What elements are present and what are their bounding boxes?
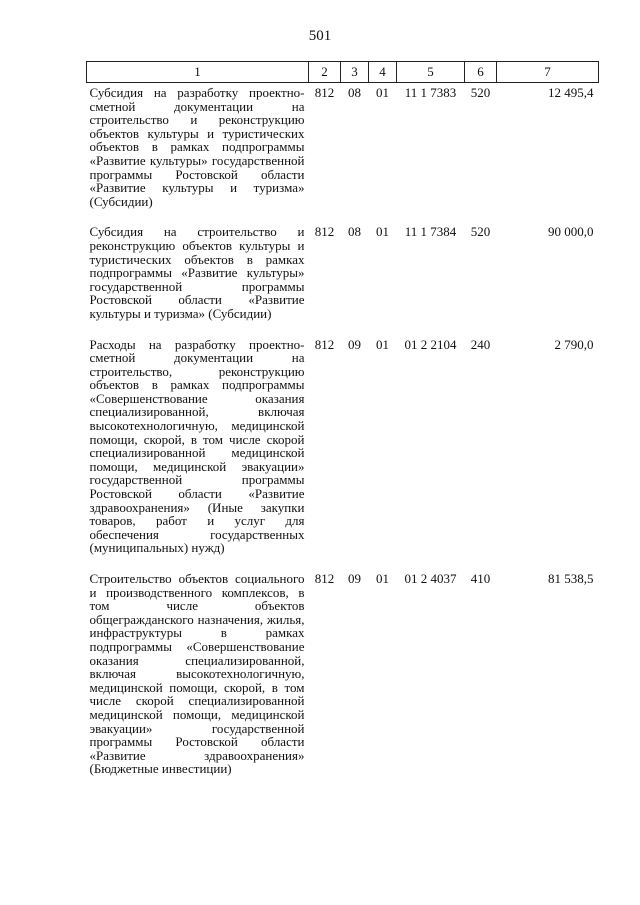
row-subsection-code: 01 [376,224,389,240]
row-expense-type-code: 240 [470,336,491,352]
table-row [87,83,599,223]
row-target-code: 01 2 4037 [404,571,457,586]
row-section-code: 09 [348,336,361,352]
row-subsection-code: 01 [376,336,389,352]
row-amount: 2 790,0 [554,336,594,352]
page-number: 501 [308,28,332,44]
row-description: Строительство объектов социального и производственного комплексов, в том числе объектов общегражданского назначения, жилья, инфраструктуры в рамках подпрограммы «Совершенствование оказания специализированной, включая высокотехнологичную, медицинской помощи, скорой, в том числе скорой специализированной медицинской помощи, медицинской эвакуации» государственной программы Ростовской области «Развитие здравоохранения» (Бюджетные инвестиции) [89,571,305,777]
row-ministry-code: 812 [314,571,335,586]
row-target-code: 01 2 2104 [404,336,457,352]
row-ministry-code: 812 [314,85,335,100]
row-ministry-code: 812 [314,224,335,240]
table-row [87,335,599,570]
row-target-code: 11 1 7383 [404,85,457,100]
column-header-section: 3 [341,62,369,83]
row-ministry-code: 812 [314,336,335,352]
row-expense-type-code: 520 [470,85,491,100]
column-header-description: 1 [87,62,309,83]
column-header-expense-type: 6 [465,62,497,83]
row-expense-type-code: 520 [470,224,491,240]
row-expense-type-code: 410 [470,571,491,586]
row-section-code: 08 [348,224,361,240]
column-header-amount: 7 [497,62,599,83]
row-description: Субсидия на разработку проектно-сметной документации на строительство и реконструкцию объектов культуры и туристических объектов в рамках подпрограммы «Развитие культуры» государственной программы Ростовской области «Развитие культуры и туризма» (Субсидии) [89,85,305,209]
row-subsection-code: 01 [376,571,389,586]
row-section-code: 08 [348,85,361,100]
column-header-ministry: 2 [309,62,341,83]
row-amount: 90 000,0 [548,224,594,240]
row-description: Расходы на разработку проектно-сметной документации на строительство, реконструкцию объектов в рамках подпрограммы «Совершенствование оказания специализированной, включая высокотехнологичную, медицинской помощи, скорой, в том числе скорой специализированной медицинской помощи, медицинской эвакуации» государственной программы Ростовской области «Развитие здравоохранения» (Иные закупки товаров, работ и услуг для обеспечения государственных (муниципальных) нужд) [89,336,305,556]
column-header-subsection: 4 [369,62,397,83]
row-description: Субсидия на строительство и реконструкцию объектов культуры и туристических объектов в рамках подпрограммы «Развитие культуры» государственной программы Ростовской области «Развитие культуры и туризма» (Субсидии) [89,224,305,321]
row-section-code: 09 [348,571,361,586]
row-target-code: 11 1 7384 [404,224,457,240]
budget-table [86,61,599,790]
header-row [87,62,599,83]
table-row [87,569,599,790]
row-amount: 12 495,4 [548,85,594,100]
table-row [87,222,599,334]
row-amount: 81 538,5 [548,571,594,586]
column-header-target: 5 [397,62,465,83]
row-subsection-code: 01 [376,85,389,100]
